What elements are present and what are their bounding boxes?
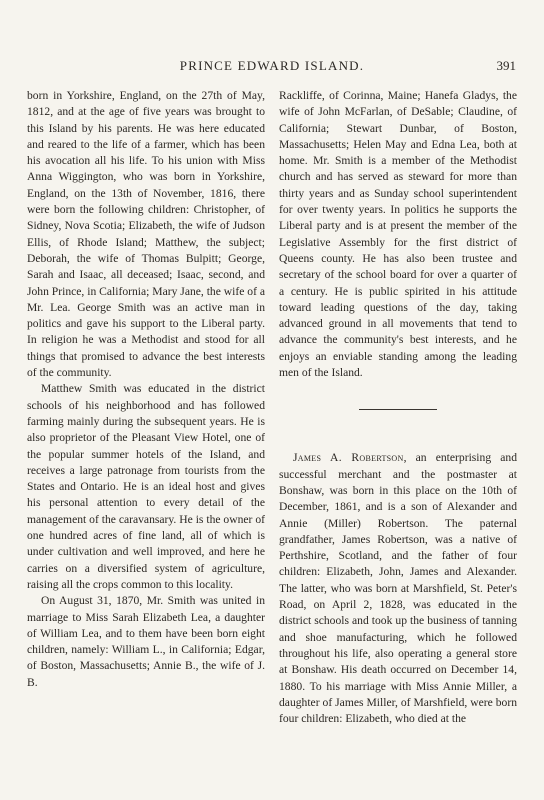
paragraph: On August 31, 1870, Mr. Smith was united in marriage to Miss Sarah Elizabeth Lea, a daughter of William Lea, and to them have been born eight children, namely: William L., in California; Edgar, of Boston, Massachusetts; Annie B., the wife of J. B. (27, 594, 265, 689)
page-number: 391 (496, 58, 516, 73)
page-header (0, 58, 544, 78)
paragraph: born in Yorkshire, England, on the 27th of May, 1812, and at the age of five years was brought to this Island by his parents. He was here educated and reared to the life of a farmer, which has been his avocation all his life. To his union with Miss Anna Wiggington, who was born in Yorkshire, England, on the 13th of November, 1816, there were born the following children: Christopher, of Sidney, Nova Scotia; Elizabeth, the wife of Judson Ellis, of Rhode Island; Matthew, the subject; Deborah, the wife of Thomas Bulpitt; George, Sarah and Isaac, all deceased; Isaac, second, and John Prince, in California; Mary Jane, the wife of a Mr. Lea. George Smith was an active man in politics and gave his support to the Liberal party. In religion he was a Methodist and stood for all things that promised to advance the best interests of the community. (27, 89, 265, 380)
running-title: PRINCE EDWARD ISLAND. (179, 58, 365, 73)
paragraph: Rackliffe, of Corinna, Maine; Hanefa Gladys, the wife of John McFarlan, of DeSable; Claudine, of California; Stewart Dunbar, of Boston, Massachusetts; Helen May and Edna Lea, both at home. Mr. Smith is a member of the Methodist church and has served as steward for more than thirty years and as Sunday school superintendent for over twenty years. In politics he supports the Liberal party and is at present the member of the Legislative Assembly for the first district of Queens county. He has also been trustee and secretary of the school board for over a quarter of a century. He is public spirited in his attitude toward leading questions of the day, taking advanced ground in all movements that tend to advance the community's best interests, and he enjoys an enviable standing among the leading men of the Island. (279, 89, 517, 380)
paragraph-text: , an enterprising and successful merchant and the postmaster at Bonshaw, was born in this place on the 10th of December, 1861, and is a son of Alexander and Annie (Miller) Robertson. The paternal grandfather, James Robertson, was a native of Perthshire, Scotland, and the father of four children: Elizabeth, John, James and Alexander. The latter, who was born at Marshfield, St. Peter's Road, on April 2, 1828, was educated in the district schools and took up the business of tanning and shoe manufacturing, which he followed throughout his life, also operating a general store at Bonshaw. His death occurred on December 14, 1880. To his marriage with Miss Annie Miller, a daughter of James Miller, of Marshfield, were born four children: Elizabeth, who died at the (279, 451, 518, 726)
left-column (27, 88, 265, 691)
subject-name: James A. Robertson (293, 451, 404, 465)
paragraph (279, 450, 517, 727)
paragraph: Matthew Smith was educated in the district schools of his neighborhood and has followed farming mainly during the subsequent years. He is also proprietor of the Pleasant View Hotel, one of the popular summer hotels of the Island, and receives a large patronage from tourists from the States and Ontario. He is an ideal host and gives his personal attention to every detail of the management of the caravansary. He is the owner of one hundred acres of fine land, all of which is under cultivation and well improved, and here he carries on a diversified system of agriculture, raising all the crops common to this locality. (27, 382, 265, 591)
right-column (279, 88, 517, 727)
section-divider (359, 409, 437, 410)
